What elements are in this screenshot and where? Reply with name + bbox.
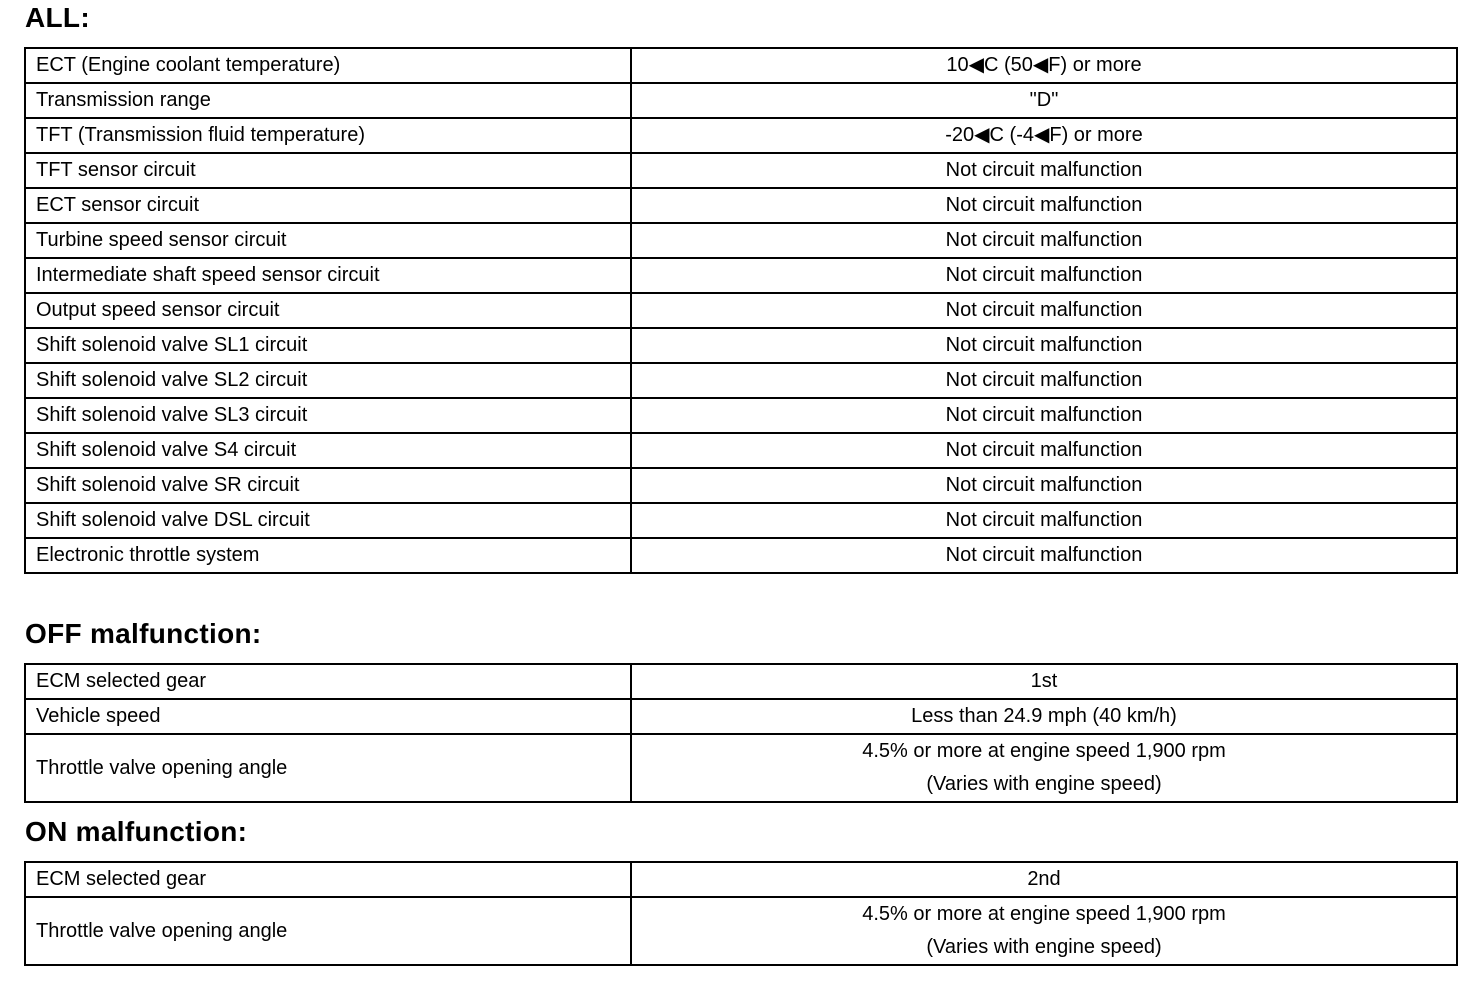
table-row [25, 538, 1457, 573]
section-heading-on-malfunction: ON malfunction: [25, 816, 248, 847]
condition-line: 4.5% or more at engine speed 1,900 rpm [862, 740, 1226, 762]
table-row [25, 398, 1457, 433]
table-row [25, 293, 1457, 328]
table-row [25, 734, 1457, 802]
condition-cell: Not circuit malfunction [631, 293, 1457, 328]
table-row [25, 118, 1457, 153]
condition-cell: Not circuit malfunction [631, 398, 1457, 433]
conditions-table-off-malfunction [24, 663, 1458, 803]
table-row [25, 83, 1457, 118]
table-row [25, 664, 1457, 699]
item-cell: ECT (Engine coolant temperature) [25, 48, 631, 83]
condition-cell: 10◀C (50◀F) or more [631, 48, 1457, 83]
item-cell: ECM selected gear [25, 862, 631, 897]
condition-cell: Less than 24.9 mph (40 km/h) [631, 699, 1457, 734]
condition-cell: Not circuit malfunction [631, 258, 1457, 293]
item-cell: Shift solenoid valve SR circuit [25, 468, 631, 503]
item-cell: Output speed sensor circuit [25, 293, 631, 328]
condition-cell: "D" [631, 83, 1457, 118]
item-cell: Shift solenoid valve SL3 circuit [25, 398, 631, 433]
table-row [25, 258, 1457, 293]
item-cell: Throttle valve opening angle [25, 897, 631, 965]
condition-cell: -20◀C (-4◀F) or more [631, 118, 1457, 153]
condition-cell: Not circuit malfunction [631, 328, 1457, 363]
table-row [25, 897, 1457, 965]
table-row [25, 363, 1457, 398]
conditions-table-on-malfunction [24, 861, 1458, 966]
table-row [25, 862, 1457, 897]
item-cell: Intermediate shaft speed sensor circuit [25, 258, 631, 293]
item-cell: ECM selected gear [25, 664, 631, 699]
table-row [25, 503, 1457, 538]
table-row [25, 328, 1457, 363]
item-cell: Transmission range [25, 83, 631, 118]
item-cell: Shift solenoid valve S4 circuit [25, 433, 631, 468]
table-row [25, 468, 1457, 503]
table-row [25, 188, 1457, 223]
conditions-table-all [24, 47, 1458, 574]
section-heading-off-malfunction: OFF malfunction: [25, 618, 262, 649]
item-cell: Vehicle speed [25, 699, 631, 734]
item-cell: Shift solenoid valve SL2 circuit [25, 363, 631, 398]
item-cell: Shift solenoid valve DSL circuit [25, 503, 631, 538]
item-cell: TFT sensor circuit [25, 153, 631, 188]
item-cell: ECT sensor circuit [25, 188, 631, 223]
item-cell: TFT (Transmission fluid temperature) [25, 118, 631, 153]
condition-note: (Varies with engine speed) [926, 773, 1162, 795]
condition-cell: Not circuit malfunction [631, 503, 1457, 538]
table-row [25, 433, 1457, 468]
item-cell: Throttle valve opening angle [25, 734, 631, 802]
condition-cell [631, 897, 1457, 965]
condition-cell: Not circuit malfunction [631, 363, 1457, 398]
item-cell: Electronic throttle system [25, 538, 631, 573]
table-row [25, 48, 1457, 83]
condition-cell [631, 734, 1457, 802]
condition-cell: Not circuit malfunction [631, 223, 1457, 258]
condition-cell: Not circuit malfunction [631, 538, 1457, 573]
section-heading-all: ALL: [25, 2, 90, 33]
condition-note: (Varies with engine speed) [926, 936, 1162, 958]
table-row [25, 153, 1457, 188]
condition-cell: 2nd [631, 862, 1457, 897]
condition-cell: Not circuit malfunction [631, 468, 1457, 503]
condition-cell: Not circuit malfunction [631, 153, 1457, 188]
table-row [25, 223, 1457, 258]
condition-cell: Not circuit malfunction [631, 433, 1457, 468]
table-row [25, 699, 1457, 734]
item-cell: Shift solenoid valve SL1 circuit [25, 328, 631, 363]
item-cell: Turbine speed sensor circuit [25, 223, 631, 258]
condition-cell: Not circuit malfunction [631, 188, 1457, 223]
condition-line: 4.5% or more at engine speed 1,900 rpm [862, 903, 1226, 925]
condition-cell: 1st [631, 664, 1457, 699]
